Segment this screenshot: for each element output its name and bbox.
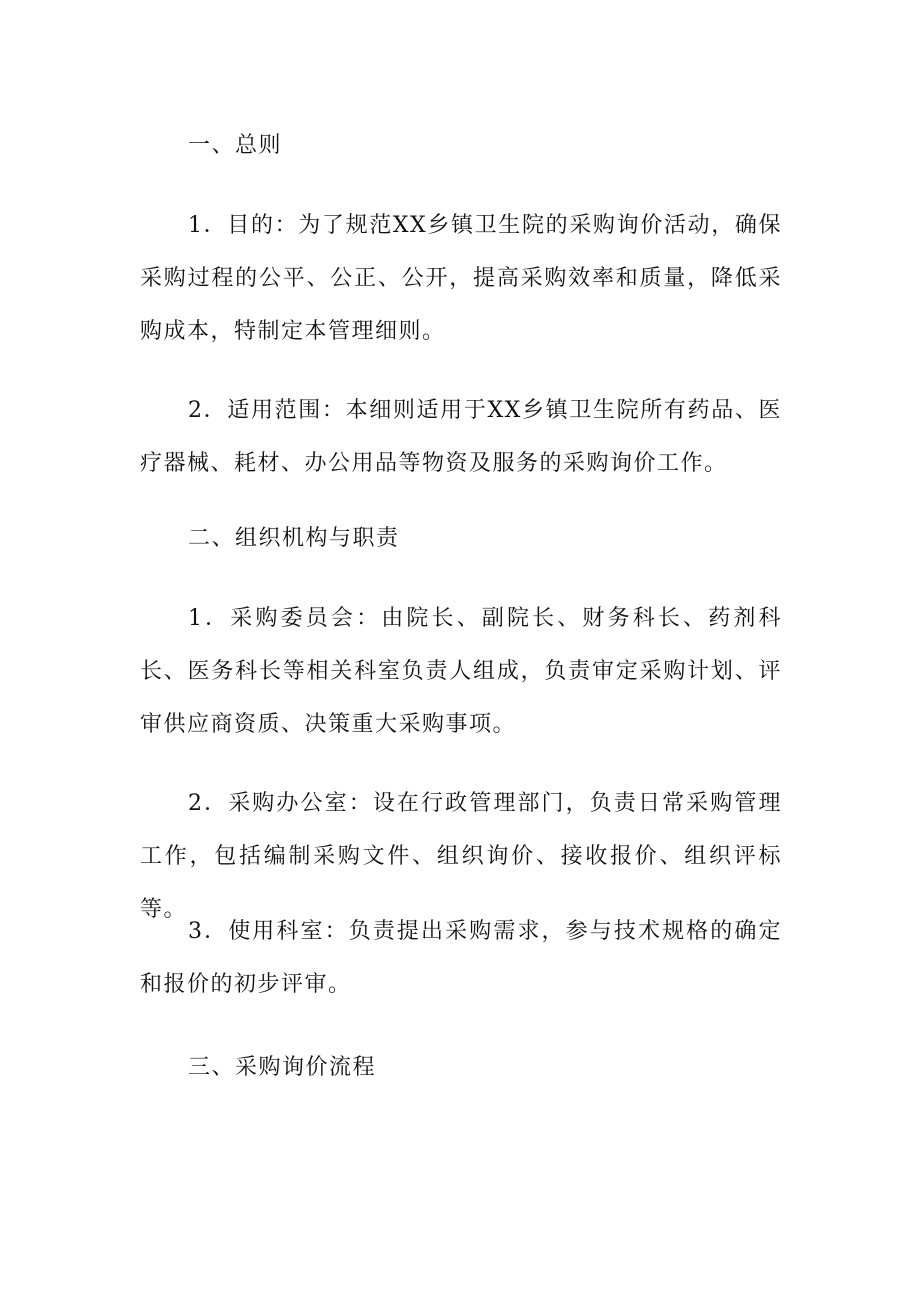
section-heading-general: 一、总则 xyxy=(188,133,283,158)
paragraph-procurement-office: 2．采购办公室：设在行政管理部门，负责日常采购管理工作，包括编制采购文件、组织询价、接收报价、组织评标等。 xyxy=(140,791,782,922)
paragraph-scope: 2．适用范围：本细则适用于XX乡镇卫生院所有药品、医疗器械、耗材、办公用品等物资及服务的采购询价工作。 xyxy=(140,398,782,476)
section-heading-process: 三、采购询价流程 xyxy=(188,1055,377,1080)
paragraph-using-department: 3．使用科室：负责提出采购需求，参与技术规格的确定和报价的初步评审。 xyxy=(140,919,782,997)
paragraph-procurement-committee: 1．采购委员会：由院长、副院长、财务科长、药剂科长、医务科长等相关科室负责人组成，负责审定采购计划、评审供应商资质、决策重大采购事项。 xyxy=(140,606,782,737)
paragraph-purpose: 1．目的：为了规范XX乡镇卫生院的采购询价活动，确保采购过程的公平、公正、公开，提高采购效率和质量，降低采购成本，特制定本管理细则。 xyxy=(140,213,782,344)
section-heading-organization: 二、组织机构与职责 xyxy=(188,526,400,551)
